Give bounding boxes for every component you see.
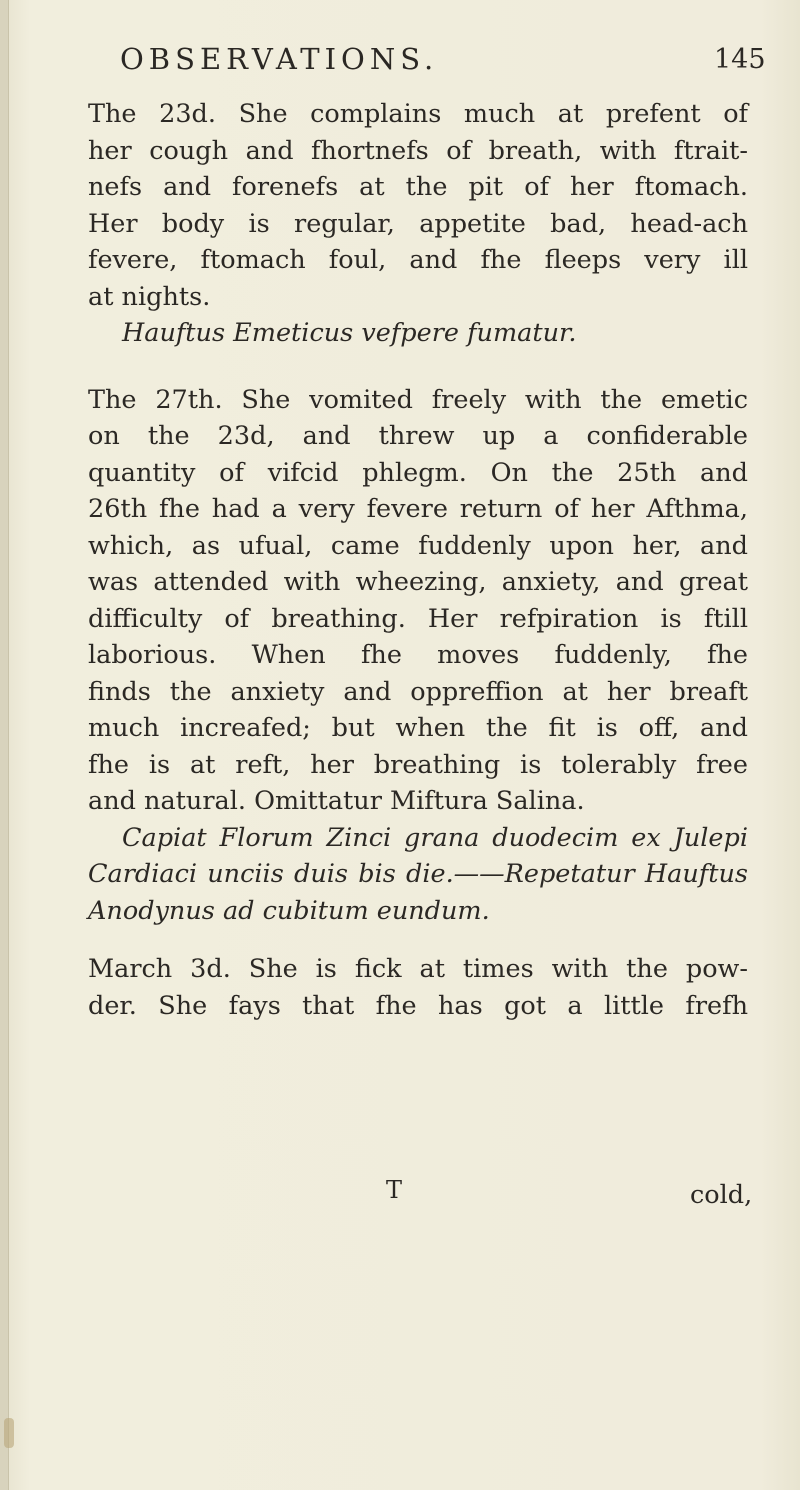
paragraph-spacer <box>88 929 748 951</box>
text-line: nefs and forenefs at the pit of her ftomach. <box>88 172 748 202</box>
paragraph-23d <box>88 96 748 352</box>
text-line: 26th fhe had a very fevere return of her Afthma, <box>88 494 748 524</box>
text-line: on the 23d, and threw up a confiderable <box>88 421 748 451</box>
text-line: was attended with wheezing, anxiety, and great <box>88 567 748 597</box>
prescription-line: Hauftus Emeticus vefpere fumatur. <box>122 318 577 348</box>
prescription-line: Anodynus ad cubitum eundum. <box>88 895 490 926</box>
text-line: laborious. When fhe moves fuddenly, fhe <box>88 640 748 670</box>
paragraph-27th <box>88 382 748 930</box>
text-line: much increafed; but when the fit is off, and <box>88 713 748 743</box>
body-text <box>88 96 748 1024</box>
text-line: which, as ufual, came fuddenly upon her, and <box>88 530 748 561</box>
text-line: difficulty of breathing. Her refpiration is ftill <box>88 603 748 634</box>
text-line: Her body is regular, appetite bad, head-ach <box>88 208 748 239</box>
paper-stain <box>4 1418 14 1448</box>
text-line: March 3d. She is fick at times with the pow- <box>88 954 748 984</box>
text-line: der. She fays that fhe has got a little frefh <box>88 990 748 1021</box>
text-line: fevere, ftomach foul, and fhe fleeps very ill <box>88 245 748 275</box>
prescription-line: Cardiaci unciis duis bis die.——Repetatur Hauftus <box>88 859 748 889</box>
prescription-line: Capiat Florum Zinci grana duodecim ex Julepi <box>122 822 748 853</box>
paragraph-march-3d <box>88 951 748 1024</box>
text-line: at nights. <box>88 281 211 312</box>
paragraph-spacer <box>88 352 748 382</box>
page-gutter <box>0 0 9 1490</box>
text-line: quantity of vifcid phlegm. On the 25th and <box>88 457 748 488</box>
signature-mark: T <box>386 1176 403 1204</box>
page-number: 145 <box>714 44 766 75</box>
text-line: The 27th. She vomited freely with the emetic <box>88 384 748 415</box>
running-title: OBSERVATIONS. <box>120 42 439 76</box>
text-line: and natural. Omittatur Miftura Salina. <box>88 786 585 816</box>
text-line: fhe is at reft, her breathing is tolerably free <box>88 749 748 780</box>
text-line: The 23d. She complains much at prefent of <box>88 99 748 129</box>
catchword: cold, <box>690 1180 753 1210</box>
page-footer <box>0 1176 800 1216</box>
page-header <box>0 42 800 82</box>
text-line: her cough and fhortnefs of breath, with ftrait- <box>88 135 748 166</box>
text-line: finds the anxiety and oppreffion at her breaft <box>88 676 748 707</box>
